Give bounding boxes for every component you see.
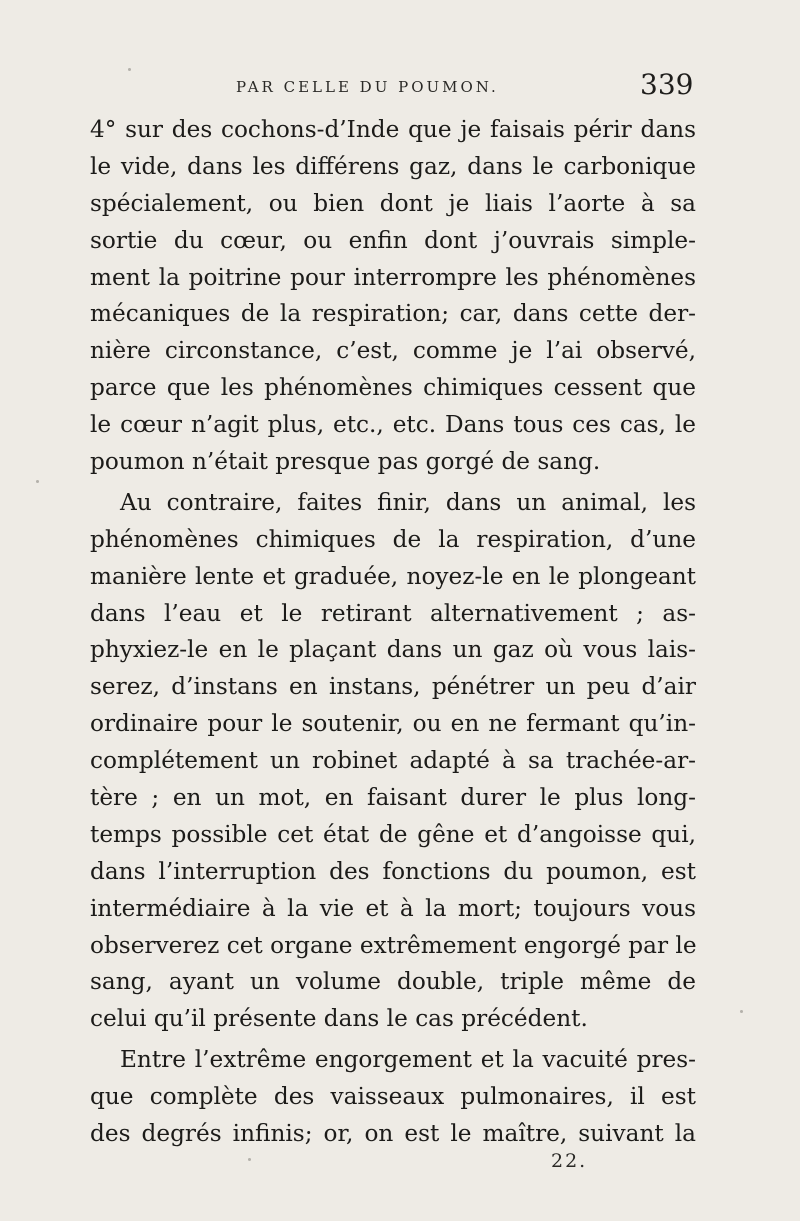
- text-line: parce que les phénomènes chimiques cessent que: [90, 374, 696, 402]
- text-line: serez, d’instans en instans, pénétrer un peu d’air: [90, 673, 696, 701]
- text-line: mécaniques de la respiration; car, dans cette der-: [90, 300, 696, 328]
- text-line: ordinaire pour le soutenir, ou en ne fermant qu’in-: [90, 710, 696, 738]
- text-line: phyxiez-le en le plaçant dans un gaz où vous lais-: [90, 636, 696, 664]
- text-line: sang, ayant un volume double, triple même de: [90, 968, 696, 996]
- text-line: spécialement, ou bien dont je liais l’aorte à sa: [90, 189, 696, 217]
- text-line: dans l’interruption des fonctions du poumon, est: [90, 857, 696, 885]
- body-text: [90, 112, 696, 1153]
- text-line: que complète des vaisseaux pulmonaires, il est: [90, 1083, 696, 1111]
- text-line: poumon n’était presque pas gorgé de sang.: [90, 448, 601, 476]
- text-line: temps possible cet état de gêne et d’angoisse qui,: [90, 820, 696, 848]
- text-line: complétement un robinet adapté à sa trachée-ar-: [90, 747, 696, 775]
- text-line: observerez cet organe extrêmement engorgé par le: [90, 931, 697, 959]
- text-line: sortie du cœur, ou enfin dont j’ouvrais simple-: [90, 226, 696, 254]
- page-number: 339: [640, 68, 694, 101]
- running-head-title: PAR CELLE DU POUMON.: [236, 78, 499, 96]
- text-line: celui qu’il présente dans le cas précédent.: [90, 1005, 588, 1033]
- signature-mark: 22.: [551, 1150, 588, 1172]
- text-line: tère ; en un mot, en faisant durer le plus long-: [90, 784, 696, 812]
- text-line: intermédiaire à la vie et à la mort; toujours vous: [90, 894, 696, 922]
- text-line: 4° sur des cochons-d’Inde que je faisais périr dans: [90, 116, 696, 143]
- text-line: le vide, dans les différens gaz, dans le carbonique: [90, 152, 696, 180]
- paper-speck: [128, 68, 131, 71]
- text-line: phénomènes chimiques de la respiration, d’une: [90, 525, 696, 553]
- text-line: Au contraire, faites finir, dans un animal, les: [120, 488, 696, 516]
- text-line: des degrés infinis; or, on est le maître, suivant la: [90, 1120, 696, 1148]
- text-line: ment la poitrine pour interrompre les phénomènes: [90, 263, 696, 291]
- paper-speck: [740, 1010, 743, 1013]
- text-line: le cœur n’agit plus, etc., etc. Dans tous ces cas, le: [90, 411, 696, 439]
- text-line: Entre l’extrême engorgement et la vacuité pres-: [120, 1046, 696, 1074]
- text-line: nière circonstance, c’est, comme je l’ai observé,: [90, 337, 696, 365]
- text-line: manière lente et graduée, noyez-le en le plongeant: [90, 562, 696, 590]
- text-line: dans l’eau et le retirant alternativement ; as-: [90, 599, 696, 627]
- running-head: [0, 68, 800, 106]
- paper-speck: [248, 1158, 251, 1161]
- paper-speck: [36, 480, 39, 483]
